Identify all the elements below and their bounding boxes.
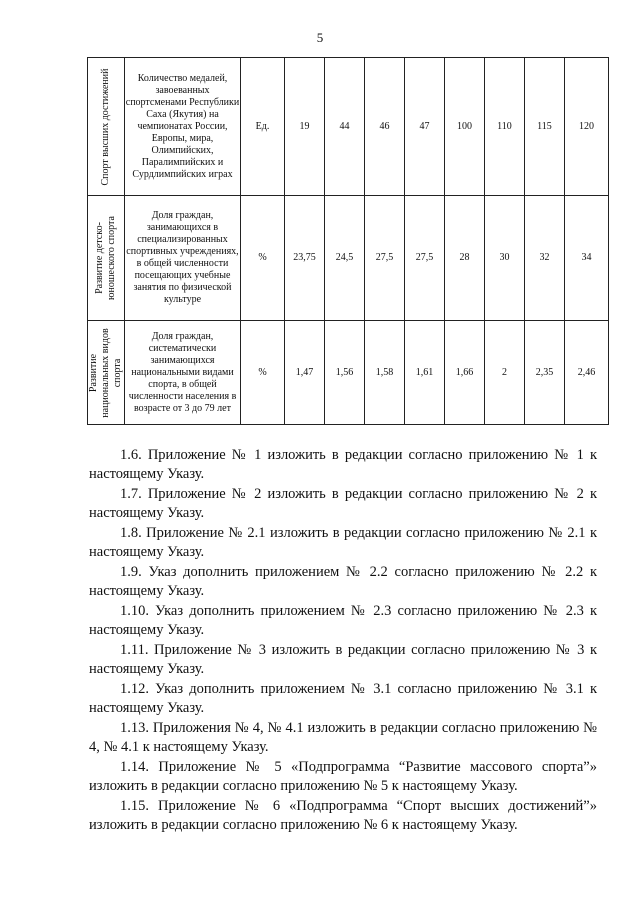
indicators-table-grid [87, 57, 609, 425]
value-cell: 30 [485, 196, 525, 321]
value-cell: 47 [405, 58, 445, 196]
value-cell: 1,66 [445, 321, 485, 425]
unit-cell: % [241, 321, 285, 425]
paragraph: 1.10. Указ дополнить приложением № 2.3 согласно приложению № 2.3 к настоящему Указу. [89, 603, 597, 638]
paragraph: 1.13. Приложения № 4, № 4.1 изложить в редакции согласно приложению № 4, № 4.1 к настоящему Указу. [89, 720, 597, 755]
paragraph: 1.11. Приложение № 3 изложить в редакции согласно приложению № 3 к настоящему Указу. [89, 642, 597, 677]
paragraph: 1.12. Указ дополнить приложением № 3.1 согласно приложению № 3.1 к настоящему Указу. [89, 681, 597, 716]
unit-cell: Ед. [241, 58, 285, 196]
value-cell: 1,56 [325, 321, 365, 425]
indicator-cell: Количество медалей, завоеванных спортсменами Республики Саха (Якутия) на чемпионатах России, Европы, мира, Олимпийских, Паралимпийских и Сурдлимпийских играх [125, 58, 241, 196]
value-cell: 2,46 [565, 321, 609, 425]
section-cell [88, 196, 125, 321]
paragraph: 1.8. Приложение № 2.1 изложить в редакции согласно приложению № 2.1 к настоящему Указу. [89, 525, 597, 560]
value-cell: 27,5 [405, 196, 445, 321]
value-cell: 1,47 [285, 321, 325, 425]
paragraph: 1.14. Приложение № 5 «Подпрограмма “Развитие массового спорта”» изложить в редакции согласно приложению № 5 к настоящему Указу. [89, 759, 597, 794]
indicators-table [87, 57, 608, 425]
paragraph: 1.15. Приложение № 6 «Подпрограмма “Спорт высших достижений”» изложить в редакции согласно приложению № 6 к настоящему Указу. [89, 798, 597, 833]
table-row [88, 321, 609, 425]
value-cell: 100 [445, 58, 485, 196]
value-cell: 27,5 [365, 196, 405, 321]
value-cell: 28 [445, 196, 485, 321]
paragraph: 1.7. Приложение № 2 изложить в редакции согласно приложению № 2 к настоящему Указу. [89, 486, 597, 521]
value-cell: 110 [485, 58, 525, 196]
section-label: Спорт высших достижений [100, 68, 111, 185]
indicator-cell: Доля граждан, систематически занимающихся национальными видами спорта, в общей численности населения в возрасте от 3 до 79 лет [125, 321, 241, 425]
value-cell: 32 [525, 196, 565, 321]
section-cell [88, 58, 125, 196]
unit-cell: % [241, 196, 285, 321]
paragraph: 1.6. Приложение № 1 изложить в редакции согласно приложению № 1 к настоящему Указу. [89, 447, 597, 482]
value-cell: 34 [565, 196, 609, 321]
value-cell: 19 [285, 58, 325, 196]
document-body [89, 446, 597, 836]
value-cell: 2,35 [525, 321, 565, 425]
value-cell: 24,5 [325, 196, 365, 321]
indicator-cell: Доля граждан, занимающихся в специализированных спортивных учреждениях, в общей численности посещающих учебные занятия по физической культуре [125, 196, 241, 321]
section-label: Развитие национальных видов спорта [88, 327, 123, 418]
section-cell [88, 321, 125, 425]
paragraph: 1.9. Указ дополнить приложением № 2.2 согласно приложению № 2.2 к настоящему Указу. [89, 564, 597, 599]
value-cell: 1,58 [365, 321, 405, 425]
value-cell: 46 [365, 58, 405, 196]
table-row [88, 58, 609, 196]
value-cell: 44 [325, 58, 365, 196]
value-cell: 120 [565, 58, 609, 196]
table-row [88, 196, 609, 321]
value-cell: 115 [525, 58, 565, 196]
section-label: Развитие детско-юношеского спорта [94, 216, 117, 300]
value-cell: 2 [485, 321, 525, 425]
value-cell: 23,75 [285, 196, 325, 321]
value-cell: 1,61 [405, 321, 445, 425]
page-number: 5 [316, 30, 324, 45]
